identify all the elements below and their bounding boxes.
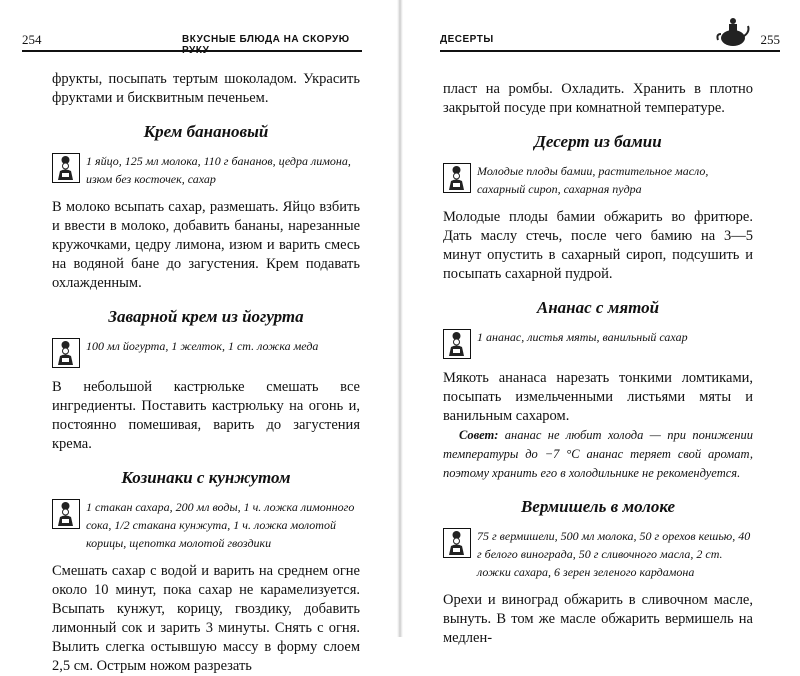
- chef-icon: [52, 153, 80, 183]
- ingredients-text: 1 ананас, листья мяты, ванильный сахар: [477, 330, 688, 344]
- ingredients-text: Молодые плоды бамии, растительное масло, сахарный сироп, сахарная пудра: [477, 164, 709, 196]
- left-page: [0, 0, 400, 674]
- chef-icon: [443, 163, 471, 193]
- right-page-header: [440, 28, 780, 52]
- ingredients-block: [443, 162, 753, 198]
- recipe-method: Молодые плоды бамии обжарить во фритюре. Дать маслу стечь, после чего бамию на 3—5 минут опустить в сахарный сироп, подсушить и посыпать сахарной пудрой.: [443, 209, 753, 282]
- ingredients-block: [52, 498, 360, 552]
- recipe-method: В небольшой кастрюльке смешать все ингредиенты. Поставить кастрюльку на огонь и, постоянно помешивая, варить до загустения крема.: [52, 379, 360, 452]
- ingredients-text: 1 яйцо, 125 мл молока, 110 г бананов, цедра лимона, изюм без косточек, сахар: [86, 154, 351, 186]
- chef-icon: [52, 499, 80, 529]
- ingredients-text: 75 г вермишели, 500 мл молока, 50 г орехов кешью, 40 г белого винограда, 50 г сливочного масла, 2 ст. ложки сахара, 6 зерен зеленого кардамона: [477, 529, 751, 579]
- ingredients-block: [443, 328, 753, 359]
- intro-text: пласт на ромбы. Охладить. Хранить в плотно закрытой посуде при комнатной температуре.: [443, 81, 753, 116]
- right-page: [400, 0, 800, 646]
- page-number: 254: [22, 32, 42, 47]
- left-page-header: [22, 28, 362, 56]
- recipe-method: Орехи и виноград обжарить в сливочном масле, вынуть. В том же масле обжарить вермишель на медлен-: [443, 592, 753, 646]
- left-page-content: [52, 70, 360, 676]
- recipe-title: Крем банановый: [143, 122, 269, 141]
- intro-text: фрукты, посыпать тертым шоколадом. Украсить фруктами и бисквитным печеньем.: [52, 71, 360, 106]
- advice-note: [443, 426, 753, 483]
- right-page-content: [443, 80, 753, 648]
- recipe-title: Козинаки с кунжутом: [121, 468, 291, 487]
- recipe-title: Ананас с мятой: [536, 298, 660, 317]
- advice-label: Совет:: [459, 428, 499, 442]
- recipe-method: Смешать сахар с водой и варить на среднем огне около 10 минут, пока сахар не карамелизуется. Всыпать кунжут, корицу, гвоздику, добавить лимонный сок и зарить 3 минуты. Снять с огня. Вылить слегка остывшую массу в форму слоем 2,5 см. Острым ножом разрезать: [52, 563, 360, 674]
- chef-icon: [52, 338, 80, 368]
- recipe-title: Десерт из бамии: [534, 132, 662, 151]
- ingredients-text: 100 мл йогурта, 1 желток, 1 ст. ложка меда: [86, 339, 319, 353]
- recipe-title: Заварной крем из йогурта: [108, 307, 304, 326]
- ingredients-block: [52, 152, 360, 188]
- running-head: ДЕСЕРТЫ: [440, 34, 494, 45]
- recipe-method: В молоко всыпать сахар, размешать. Яйцо взбить и ввести в молоко, добавить бананы, нарезанные кружочками, цедру лимона, изюм и варить смесь на водяной бане до загустения. Крем подавать охлажденным.: [52, 199, 360, 291]
- recipe-method: Мякоть ананаса нарезать тонкими ломтиками, посыпать измельченными листьями мяты и ванильным сахаром.: [443, 370, 753, 424]
- ingredients-text: 1 стакан сахара, 200 мл воды, 1 ч. ложка лимонного сока, 1/2 стакана кунжута, 1 ч. ложка молотой корицы, щепотка молотой гвоздики: [86, 500, 355, 550]
- running-head: ВКУСНЫЕ БЛЮДА НА СКОРУЮ РУКУ: [182, 34, 350, 56]
- ingredients-block: [443, 527, 753, 581]
- ingredients-block: [52, 337, 360, 368]
- teapot-ornament-icon: [716, 14, 750, 48]
- recipe-title: Вермишель в молоке: [520, 497, 676, 516]
- chef-icon: [443, 329, 471, 359]
- chef-icon: [443, 528, 471, 558]
- advice-text: ананас не любит холода — при понижении температуры до −7 °C ананас теряет свой аромат, поэтому хранить его в холодильнике не рекомендуется.: [443, 428, 753, 480]
- page-number: 255: [760, 32, 780, 47]
